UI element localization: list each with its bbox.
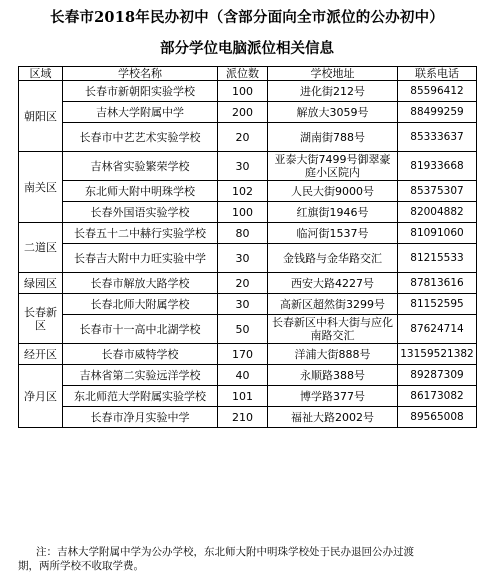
table-row: [19, 407, 477, 428]
school-name: 长春市十一高中北湖学校: [63, 315, 218, 344]
school-address: 进化街212号: [268, 81, 398, 102]
school-name: 长春市新朝阳实验学校: [63, 81, 218, 102]
school-name: 吉林省实验繁荣学校: [63, 152, 218, 181]
table-row: [19, 315, 477, 344]
allocation-count: 101: [218, 386, 268, 407]
district-cell: 绿园区: [19, 273, 63, 294]
table-row: [19, 102, 477, 123]
contact-phone: 81091060: [398, 223, 477, 244]
school-address: 解放大3059号: [268, 102, 398, 123]
school-address: 金钱路与金华路交汇: [268, 244, 398, 273]
allocation-count: 40: [218, 365, 268, 386]
school-address: 洋浦大街888号: [268, 344, 398, 365]
allocation-count: 210: [218, 407, 268, 428]
allocation-count: 100: [218, 81, 268, 102]
allocation-count: 30: [218, 244, 268, 273]
school-address: 亚泰大街7499号御翠豪庭小区院内: [268, 152, 398, 181]
header-district: 区域: [19, 67, 63, 81]
school-name: 长春市威特学校: [63, 344, 218, 365]
allocation-count: 30: [218, 294, 268, 315]
footnote-line-2: 期，两所学校不收取学费。: [18, 560, 144, 572]
contact-phone: 82004882: [398, 202, 477, 223]
contact-phone: 88499259: [398, 102, 477, 123]
district-cell: 朝阳区: [19, 81, 63, 152]
school-address: 长春新区中科大街与应化南路交汇: [268, 315, 398, 344]
allocation-count: 20: [218, 273, 268, 294]
school-name: 长春外国语实验学校: [63, 202, 218, 223]
table-row: [19, 386, 477, 407]
allocation-count: 170: [218, 344, 268, 365]
school-address: 西安大路4227号: [268, 273, 398, 294]
table-row: [19, 273, 477, 294]
header-count: 派位数: [218, 67, 268, 81]
contact-phone: 81152595: [398, 294, 477, 315]
district-cell: 长春新区: [19, 294, 63, 344]
allocation-count: 200: [218, 102, 268, 123]
contact-phone: 81933668: [398, 152, 477, 181]
school-name: 东北师大附中明珠学校: [63, 181, 218, 202]
school-name: 长春市中艺艺术实验学校: [63, 123, 218, 152]
footnote-line-1: 注：吉林大学附属中学为公办学校，东北师大附中明珠学校处于民办退回公办过渡: [36, 546, 414, 558]
header-school: 学校名称: [63, 67, 218, 81]
allocation-count: 50: [218, 315, 268, 344]
school-address: 福祉大路2002号: [268, 407, 398, 428]
district-cell: 净月区: [19, 365, 63, 428]
school-name: 长春五十二中赫行实验学校: [63, 223, 218, 244]
district-cell: 南关区: [19, 152, 63, 223]
contact-phone: 81215533: [398, 244, 477, 273]
header-phone: 联系电话: [398, 67, 477, 81]
contact-phone: 85596412: [398, 81, 477, 102]
contact-phone: 86173082: [398, 386, 477, 407]
school-address: 高新区超然街3299号: [268, 294, 398, 315]
page-subtitle: 部分学位电脑派位相关信息: [160, 40, 334, 57]
district-cell: 经开区: [19, 344, 63, 365]
page-title: 长春市2018年民办初中（含部分面向全市派位的公办初中）: [50, 9, 444, 26]
school-name: 长春市净月实验中学: [63, 407, 218, 428]
table-row: [19, 223, 477, 244]
table-row: [19, 81, 477, 102]
allocation-count: 20: [218, 123, 268, 152]
school-address: 红旗街1946号: [268, 202, 398, 223]
allocation-count: 102: [218, 181, 268, 202]
school-address: 湖南街788号: [268, 123, 398, 152]
school-name: 长春市解放大路学校: [63, 273, 218, 294]
contact-phone: 87813616: [398, 273, 477, 294]
table-row: [19, 181, 477, 202]
allocation-count: 80: [218, 223, 268, 244]
table-row: [19, 152, 477, 181]
table-row: [19, 365, 477, 386]
contact-phone: 85375307: [398, 181, 477, 202]
contact-phone: 89565008: [398, 407, 477, 428]
school-name: 长春吉大附中力旺实验中学: [63, 244, 218, 273]
table-row: [19, 294, 477, 315]
contact-phone: 87624714: [398, 315, 477, 344]
table-header-row: [19, 67, 477, 81]
table-row: [19, 202, 477, 223]
contact-phone: 13159521382: [398, 344, 477, 365]
school-address: 临河街1537号: [268, 223, 398, 244]
contact-phone: 85333637: [398, 123, 477, 152]
district-cell: 二道区: [19, 223, 63, 273]
school-name: 吉林大学附属中学: [63, 102, 218, 123]
table-row: [19, 244, 477, 273]
school-address: 博学路377号: [268, 386, 398, 407]
table-row: [19, 123, 477, 152]
allocation-table: [18, 66, 477, 428]
school-address: 永顺路388号: [268, 365, 398, 386]
allocation-count: 100: [218, 202, 268, 223]
school-name: 东北师范大学附属实验学校: [63, 386, 218, 407]
school-name: 吉林省第二实验远洋学校: [63, 365, 218, 386]
header-address: 学校地址: [268, 67, 398, 81]
footnote: [18, 545, 478, 573]
school-name: 长春北师大附属学校: [63, 294, 218, 315]
school-address: 人民大街9000号: [268, 181, 398, 202]
table-row: [19, 344, 477, 365]
allocation-count: 30: [218, 152, 268, 181]
contact-phone: 89287309: [398, 365, 477, 386]
